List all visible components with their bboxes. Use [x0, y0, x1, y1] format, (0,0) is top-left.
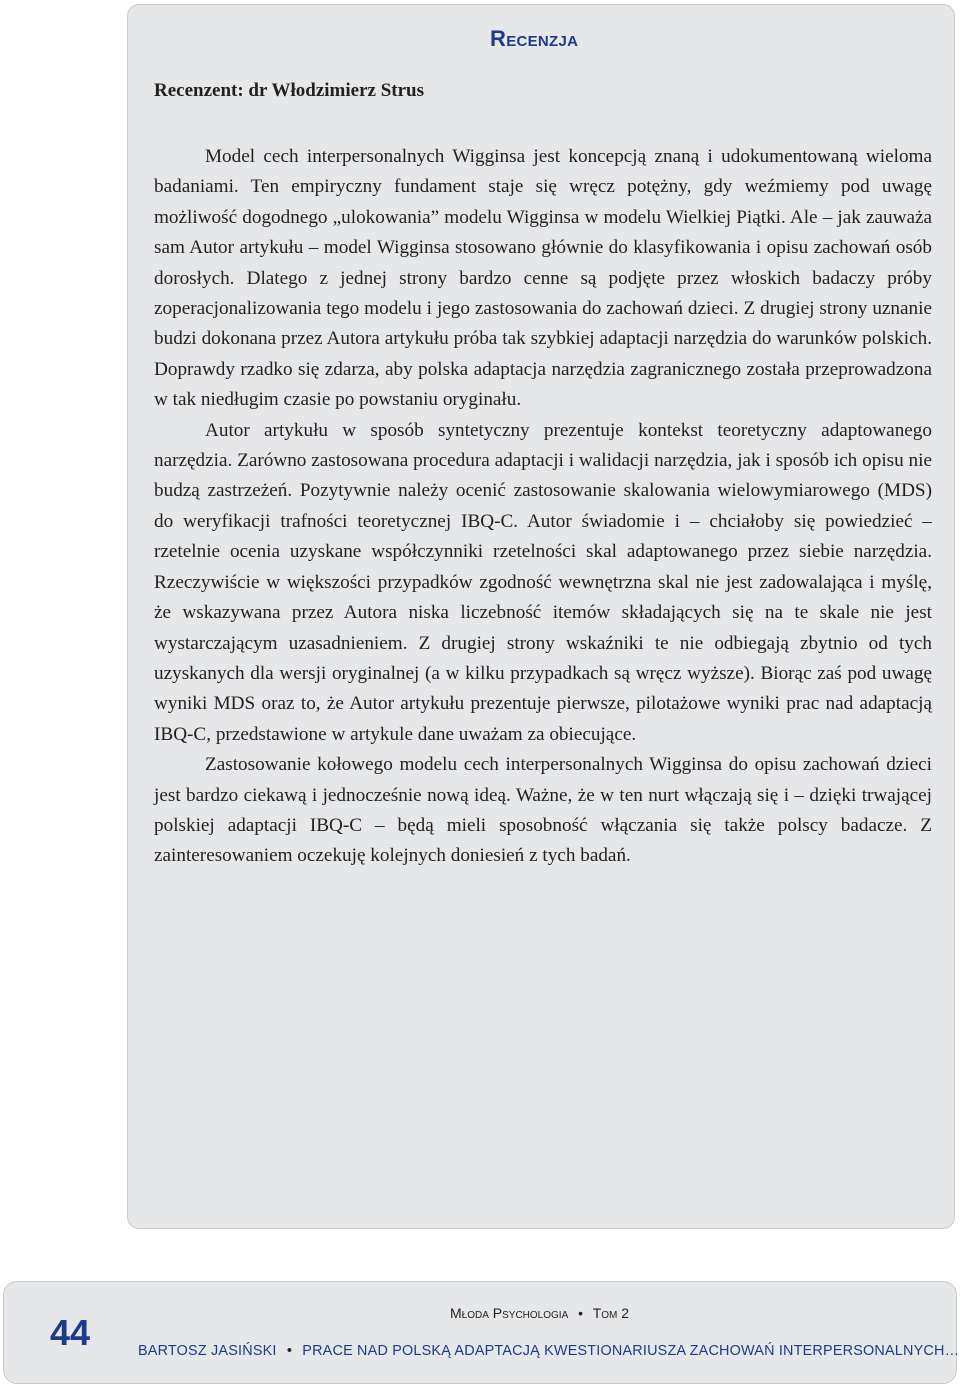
paragraph-2: Autor artykułu w sposób syntetyczny prezentuje kontekst teoretyczny adaptowanego narzędzia. Zarówno zastosowana procedura adaptacji i walidacji narzędzia, jak i sposób ich opisu nie budzą zastrzeżeń. Pozytywnie należy ocenić zastosowanie skalowania wielowymiarowego (MDS) do weryfikacji trafności teoretycznej IBQ-C. Autor świadomie i – chciałoby się powiedzieć – rzetelnie ocenia uzyskane współczynniki rzetelności skal adaptowanego przez siebie narzędzia. Rzeczywiście w większości przypadków zgodność wewnętrzna skal nie jest zadowalająca i myślę, że wskazywana przez Autora niska liczebność itemów składających się na te skale nie jest wystarczającym uzasadnieniem. Z drugiej strony wskaźniki te nie odbiegają zbytnio od tych uzyskanych dla wersji oryginalnej (a w kilku przypadkach są wręcz wyższe). Biorąc zaś pod uwagę wyniki MDS oraz to, że Autor artykułu prezentuje pierwsze, pilotażowe wyniki prac nad adaptacją IBQ-C, przedstawione w artykule dane uważam za obiecujące.: [154, 419, 932, 745]
bullet-separator: •: [578, 1305, 584, 1321]
section-title: Recenzja: [490, 26, 579, 51]
paragraph-3: Zastosowanie kołowego modelu cech interpersonalnych Wigginsa do opisu zachowań dzieci jest bardzo ciekawą i jednocześnie nową ideą. Ważne, że w ten nurt włączają się i – dzięki trwającej polskiej adaptacji IBQ-C – będą mieli sposobność włączania się także polscy badacze. Z zainteresowaniem oczekuję kolejnych doniesień z tych badań.: [154, 754, 932, 867]
page-number: 44: [50, 1312, 91, 1353]
footer-panel: [3, 1281, 960, 1384]
journal-running-head: [450, 1305, 629, 1321]
article-running-head: [138, 1343, 959, 1359]
journal-name: Młoda Psychologia: [450, 1305, 569, 1321]
article-author: BARTOSZ JASIŃSKI: [138, 1343, 277, 1359]
reviewer-name: Recenzent: dr Włodzimierz Strus: [154, 80, 424, 101]
bullet-separator: •: [286, 1343, 293, 1359]
paragraph-1: Model cech interpersonalnych Wigginsa jest koncepcją znaną i udokumentowaną wieloma badaniami. Ten empiryczny fundament staje się wręcz potężny, gdy weźmiemy pod uwagę możliwość dogodnego „ulokowania” modelu Wigginsa w modelu Wielkiej Piątki. Ale – jak zauważa sam Autor artykułu – model Wigginsa stosowano głównie do klasyfikowania i opisu zachowań osób dorosłych. Dlatego z jednej strony bardzo cenne są podjęte przez włoskich badaczy próby zoperacjonalizowania tego modelu i jego zastosowania do zachowań dzieci. Z drugiej strony uznanie budzi dokonana przez Autora artykułu próba tak szybkiej adaptacji narzędzia do warunków polskich. Doprawdy rzadko się zdarza, aby polska adaptacja narzędzia zagranicznego została przeprowadzona w tak niedługim czasie po powstaniu oryginału.: [154, 146, 932, 411]
journal-volume: Tom 2: [592, 1305, 630, 1321]
article-title: PRACE NAD POLSKĄ ADAPTACJĄ KWESTIONARIUSZA ZACHOWAŃ INTERPERSONALNYCH…: [302, 1343, 960, 1359]
review-body: [154, 142, 932, 872]
